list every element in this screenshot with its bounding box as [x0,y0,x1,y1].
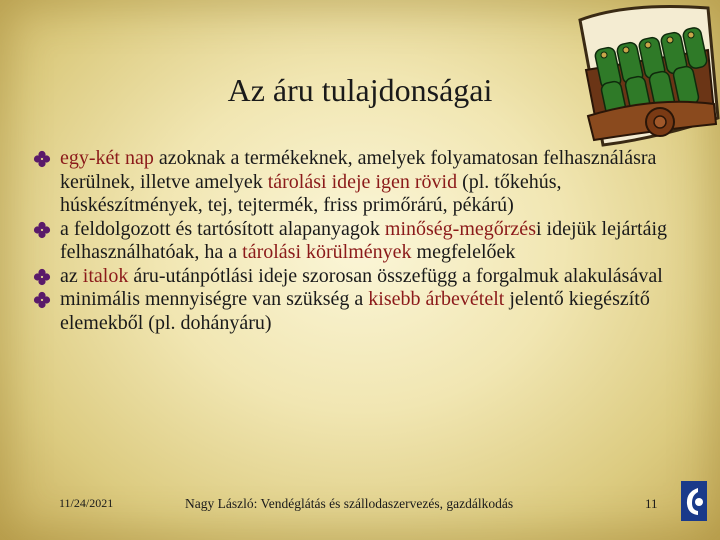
bullet-item [33,265,673,289]
highlighted-text: tárolási ideje igen rövid [267,170,458,193]
diamond-bullet-icon [33,291,51,309]
bullet-text: áru-utánpótlási ideje szorosan összefügg a forgalmuk alakulásával [128,264,663,287]
bullet-text: (pl. tőkehús, húskészítmények, tej, tejtermék, friss primőrárú, pékárú) [60,170,562,216]
bullet-list [33,147,673,335]
diamond-bullet-icon [33,221,51,239]
bullet-text: i idejük lejártáig felhasználhatóak, ha a [60,217,668,263]
bullet-text: jelentő kiegészítő elemekből (pl. dohányáru) [60,288,650,334]
footer-date: 11/24/2021 [59,496,114,510]
bullet-text: megfelelőek [411,241,516,263]
bullet-text: minimális mennyiségre van szükség a [60,288,369,310]
logo-icon [680,480,708,522]
highlighted-text: minőség-megőrzés [384,217,536,240]
highlighted-text: tárolási körülmények [242,241,412,263]
highlighted-text: kisebb árbevételt [368,288,505,310]
bullet-text: azoknak a termékeknek, amelyek folyamatosan felhasználásra kerülnek, illetve amelyek [60,147,657,193]
page-number: 11 [645,496,658,511]
highlighted-text: egy-két nap [60,147,154,169]
diamond-bullet-icon [33,150,51,168]
footer-author: Nagy László: Vendéglátás és szállodaszervezés, gazdálkodás [185,496,514,511]
slide-title: Az áru tulajdonságai [227,72,493,108]
highlighted-text: italok [82,264,129,287]
bullet-text: az [60,264,83,287]
bullet-text: a feldolgozott és tartósított alapanyagok [60,217,385,240]
bullet-item [33,288,673,335]
bullet-item [33,218,673,265]
bullet-item [33,147,673,218]
diamond-bullet-icon [33,268,51,286]
